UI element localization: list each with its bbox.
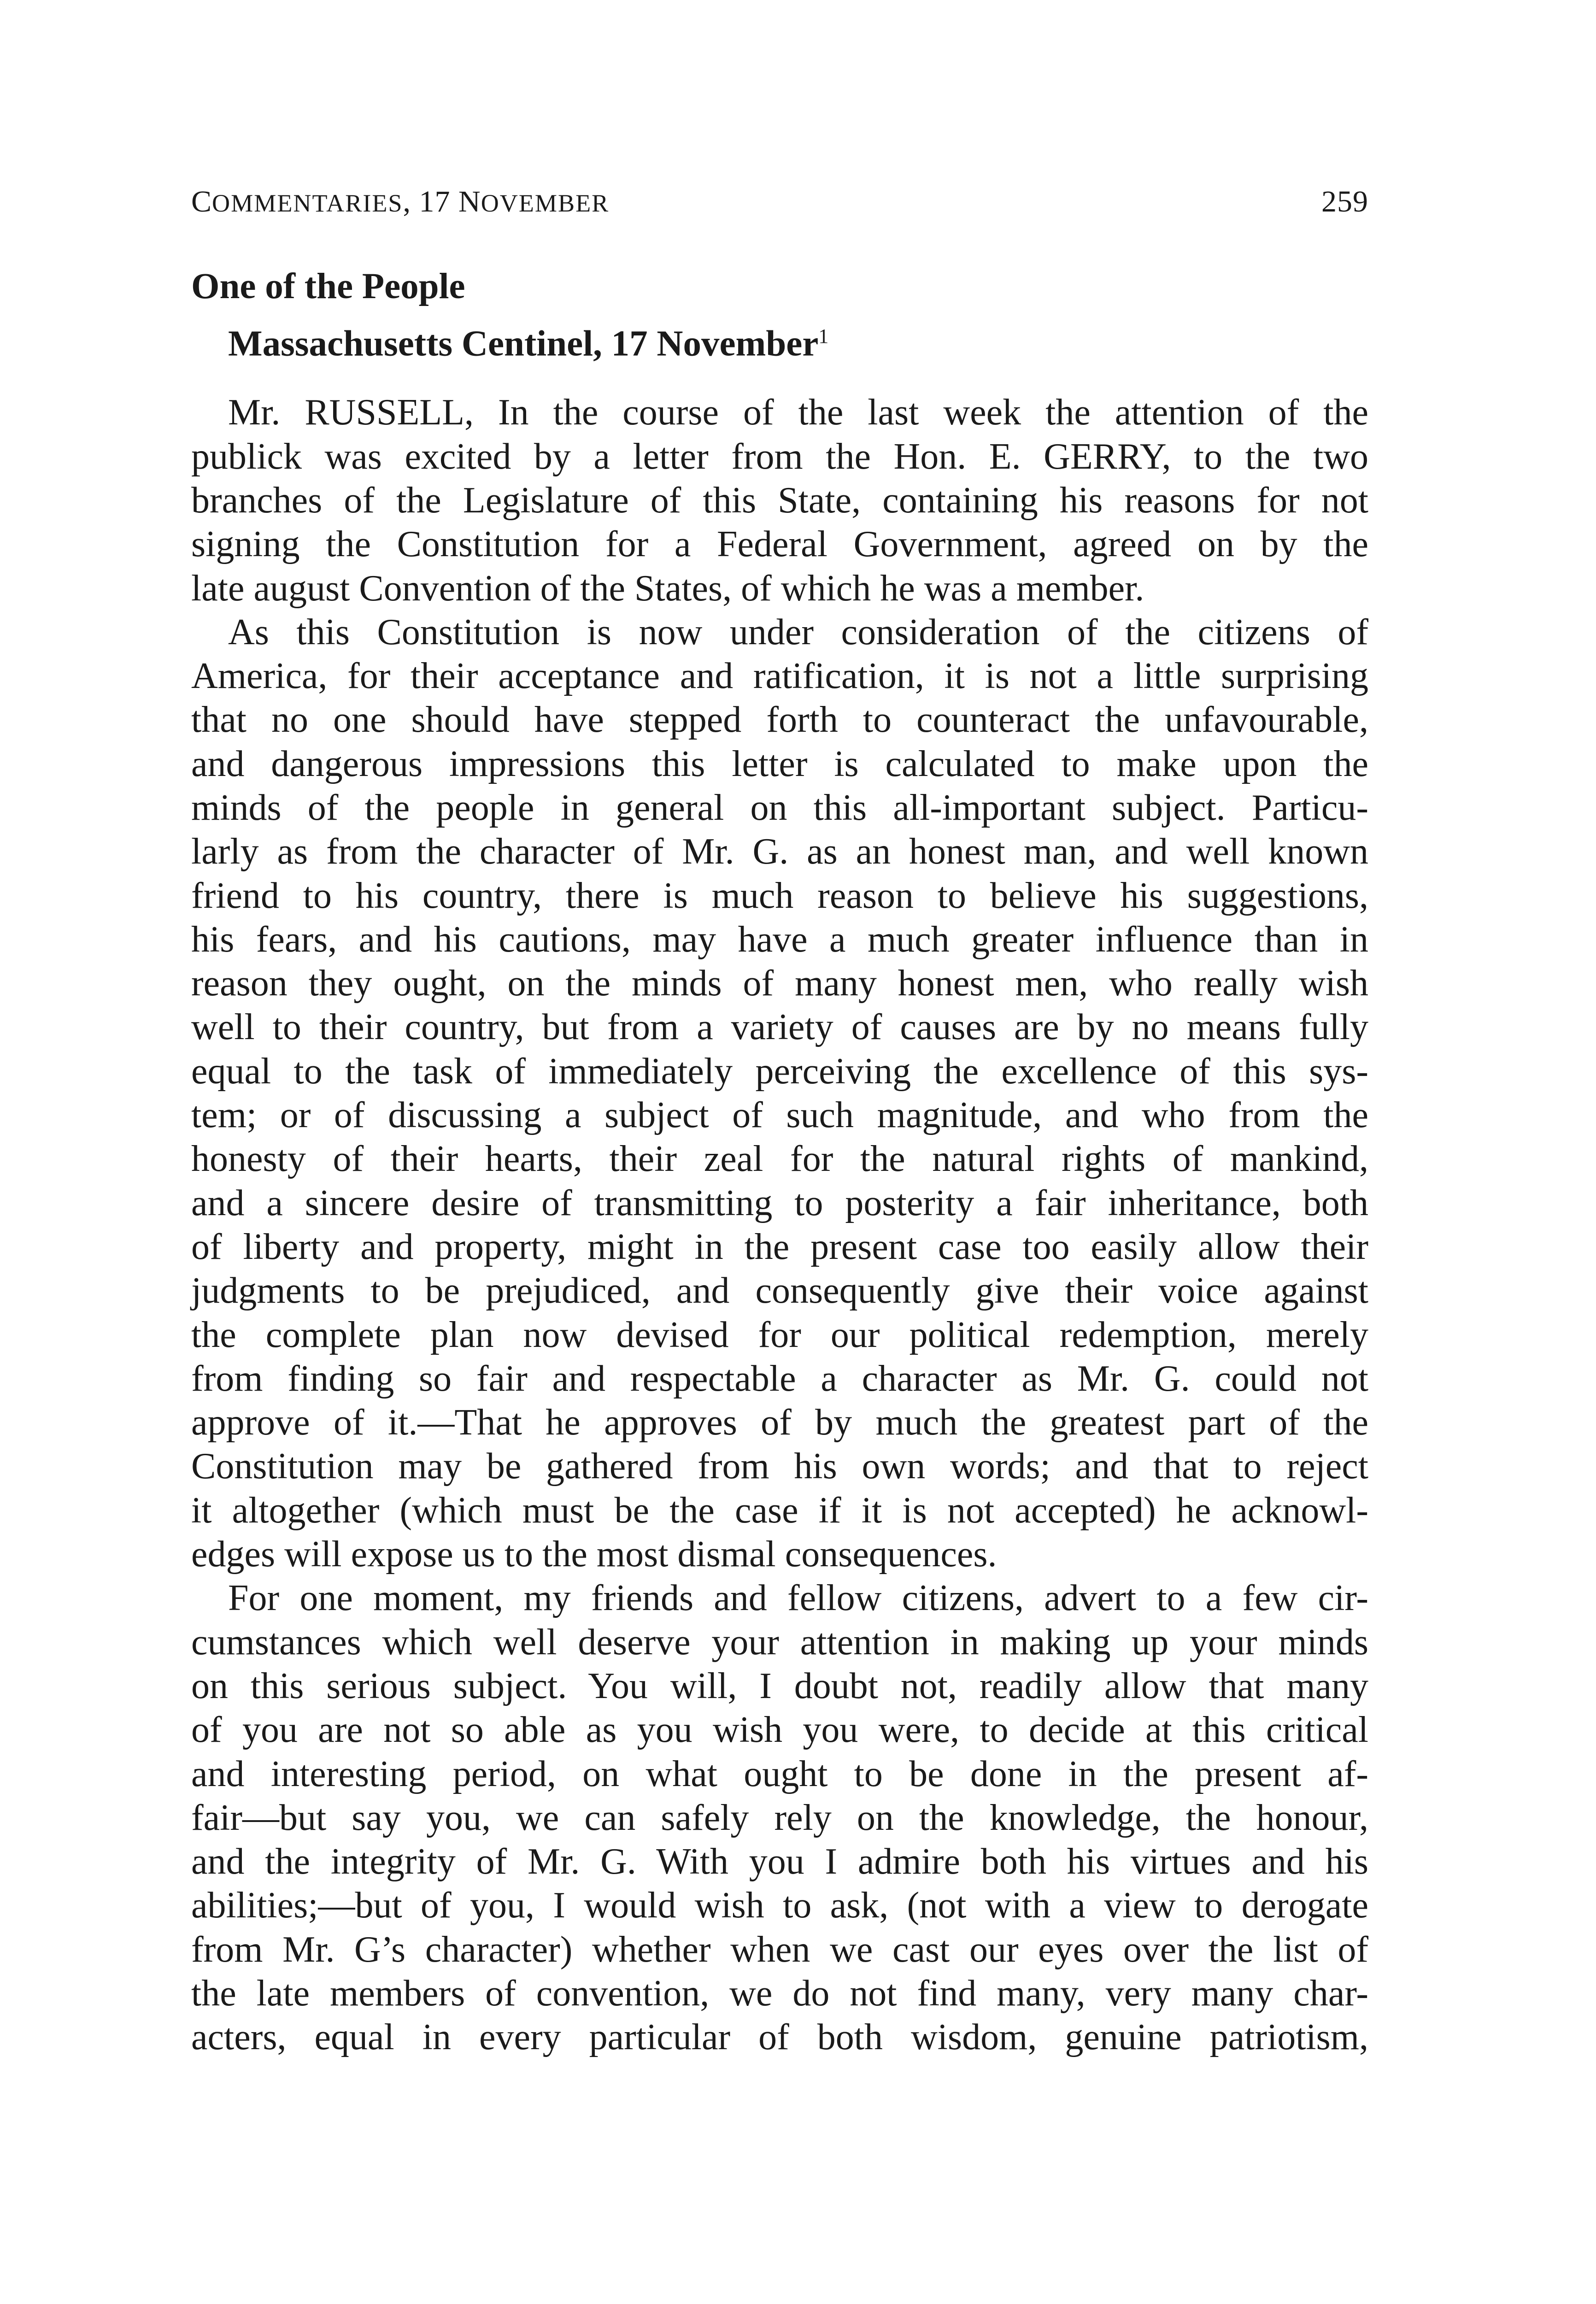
text-line: the late members of convention, we do not find many, very many char- bbox=[191, 1973, 1368, 2014]
text-line: friend to his country, there is much reason to believe his suggestions, bbox=[191, 875, 1368, 916]
text-line: judgments to be prejudiced, and consequently give their voice against bbox=[191, 1270, 1368, 1311]
text-line: cumstances which well deserve your attention in making up your minds bbox=[191, 1622, 1368, 1663]
text-line: well to their country, but from a variety of causes are by no means fully bbox=[191, 1007, 1368, 1048]
running-head-title-date: , 17 N bbox=[403, 185, 481, 218]
text-line: branches of the Legislature of this State, containing his reasons for not bbox=[191, 480, 1368, 521]
text-line: and dangerous impressions this letter is calculated to make upon the bbox=[191, 743, 1368, 784]
text-line: the complete plan now devised for our political redemption, merely bbox=[191, 1314, 1368, 1355]
text-line: Constitution may be gathered from his own words; and that to reject bbox=[191, 1446, 1368, 1487]
text-line: honesty of their hearts, their zeal for the natural rights of mankind, bbox=[191, 1139, 1368, 1180]
running-head-title bbox=[191, 184, 609, 219]
text-line: abilities;—but of you, I would wish to ask, (not with a view to derogate bbox=[191, 1885, 1368, 1926]
text-line: late august Convention of the States, of which he was a member. bbox=[191, 568, 1144, 609]
text-line: edges will expose us to the most dismal consequences. bbox=[191, 1534, 997, 1575]
text-line: of you are not so able as you wish you were, to decide at this critical bbox=[191, 1710, 1368, 1751]
text-line: approve of it.—That he approves of by much the greatest part of the bbox=[191, 1402, 1368, 1443]
running-head bbox=[191, 175, 1368, 230]
text-line: acters, equal in every particular of both wisdom, genuine patriotism, bbox=[191, 2017, 1368, 2058]
running-head-title-month: OVEMBER bbox=[481, 189, 610, 217]
body-text bbox=[191, 391, 1368, 2059]
text-line: equal to the task of immediately perceiving the excellence of this sys- bbox=[191, 1051, 1368, 1092]
text-line: his fears, and his cautions, may have a much greater influence than in bbox=[191, 919, 1368, 960]
document-page bbox=[191, 175, 1368, 2060]
text-line: fair—but say you, we can safely rely on the knowledge, the honour, bbox=[191, 1797, 1368, 1838]
text-line: reason they ought, on the minds of many honest men, who really wish bbox=[191, 963, 1368, 1004]
text-line: signing the Constitution for a Federal Government, agreed on by the bbox=[191, 524, 1368, 565]
text-line: and a sincere desire of transmitting to posterity a fair inheritance, both bbox=[191, 1182, 1368, 1223]
text-line: from Mr. G’s character) whether when we cast our eyes over the list of bbox=[191, 1929, 1368, 1970]
text-line: For one moment, my friends and fellow citizens, advert to a few cir- bbox=[228, 1578, 1368, 1619]
text-line: minds of the people in general on this all-important subject. Particu- bbox=[191, 788, 1368, 828]
text-line: of liberty and property, might in the present case too easily allow their bbox=[191, 1226, 1368, 1267]
text-line: Mr. RUSSELL, In the course of the last week the attention of the bbox=[228, 392, 1368, 433]
document-source bbox=[228, 312, 1368, 369]
running-head-title-initial: C bbox=[191, 185, 212, 218]
text-line: on this serious subject. You will, I doubt not, readily allow that many bbox=[191, 1665, 1368, 1706]
text-line: publick was excited by a letter from the Hon. E. GERRY, to the two bbox=[191, 436, 1368, 477]
text-line: America, for their acceptance and ratification, it is not a little surprising bbox=[191, 656, 1368, 697]
text-line: tem; or of discussing a subject of such magnitude, and who from the bbox=[191, 1095, 1368, 1136]
text-line: it altogether (which must be the case if it is not accepted) he acknowl- bbox=[191, 1490, 1368, 1531]
text-line: from finding so fair and respectable a character as Mr. G. could not bbox=[191, 1358, 1368, 1399]
page-number: 259 bbox=[1321, 185, 1368, 218]
document-title: One of the People bbox=[191, 266, 465, 306]
text-line: and the integrity of Mr. G. With you I admire both his virtues and his bbox=[191, 1841, 1368, 1882]
running-head-title-smallcaps: OMMENTARIES bbox=[212, 189, 403, 217]
text-line: As this Constitution is now under consideration of the citizens of bbox=[228, 611, 1368, 652]
text-line: larly as from the character of Mr. G. as an honest man, and well known bbox=[191, 831, 1368, 872]
text-line: that no one should have stepped forth to counteract the unfavourable, bbox=[191, 699, 1368, 741]
text-line: and interesting period, on what ought to be done in the present af- bbox=[191, 1753, 1368, 1794]
document-source-text: Massachusetts Centinel, 17 November bbox=[228, 323, 819, 364]
footnote-marker: 1 bbox=[818, 325, 829, 347]
